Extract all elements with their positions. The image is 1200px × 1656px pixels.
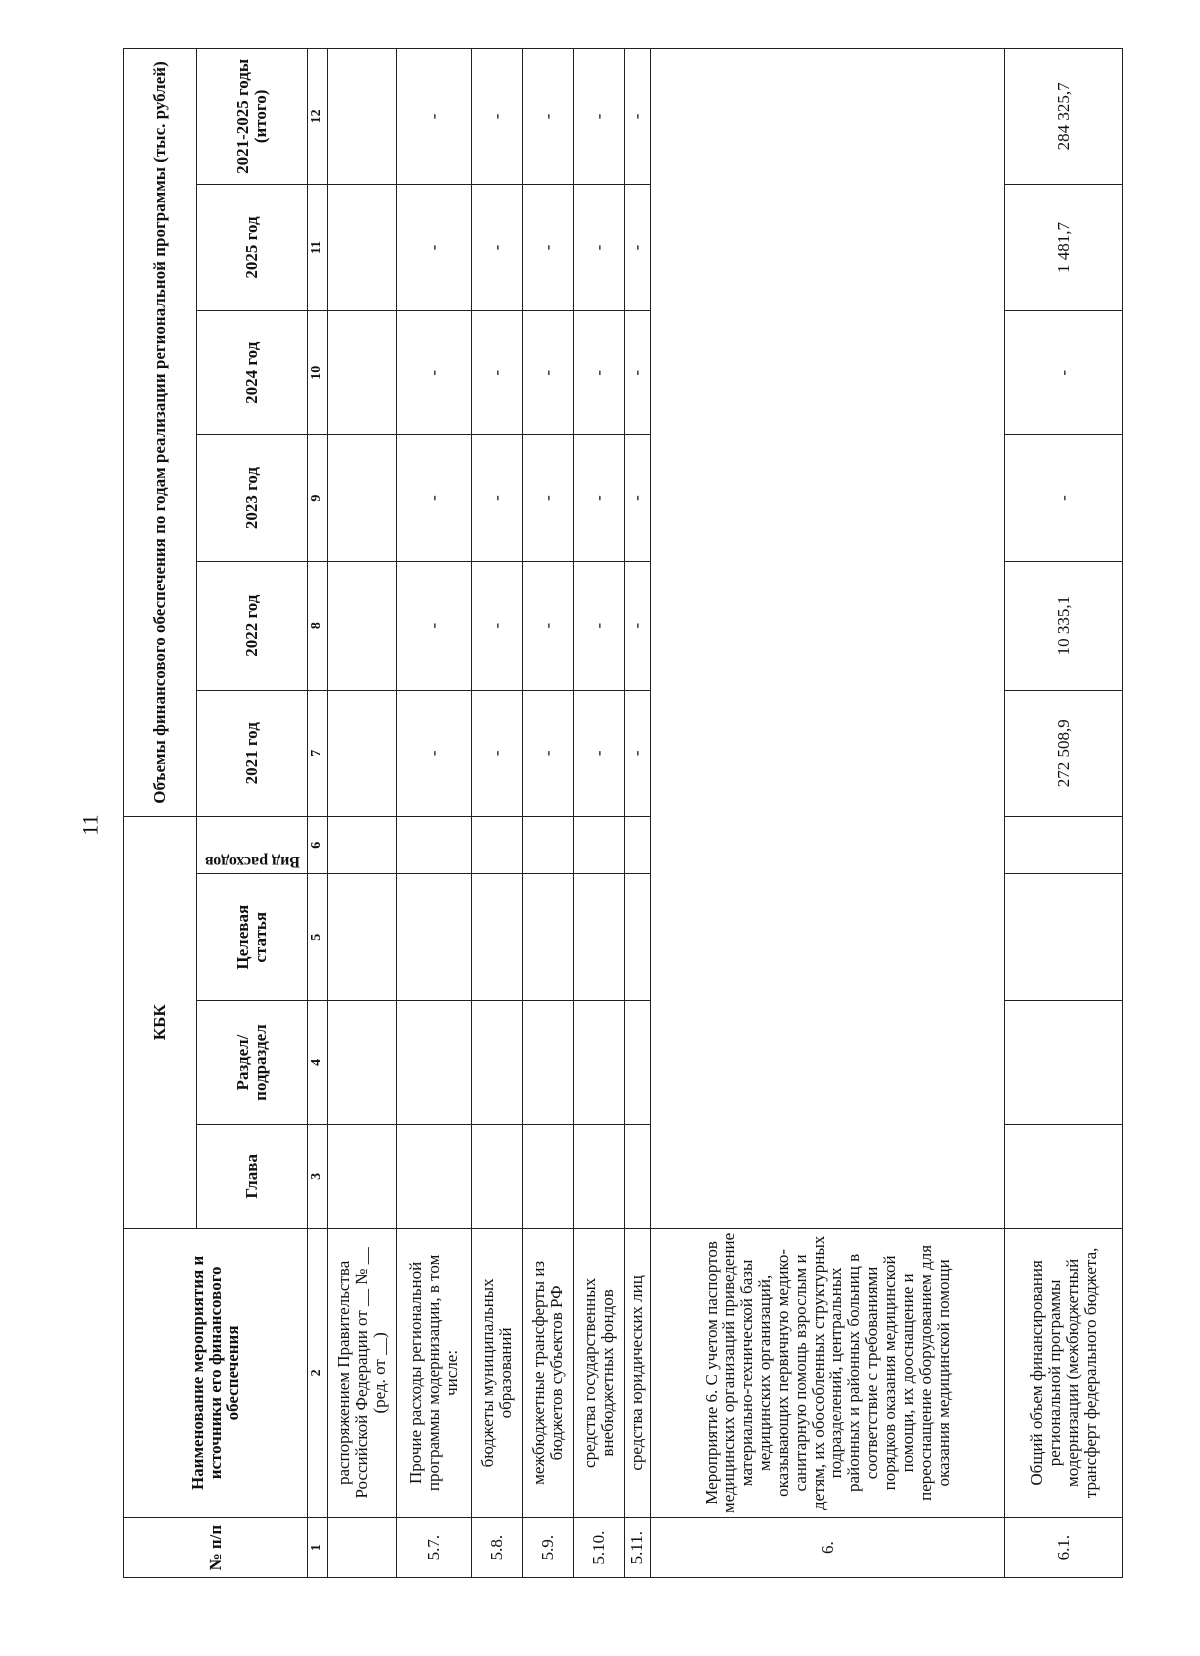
cell-2024: -: [472, 311, 523, 435]
cell-2024: -: [523, 311, 574, 435]
cell-2025: -: [472, 184, 523, 310]
rotated-table-frame: [123, 48, 1123, 1578]
colnum: 9: [308, 435, 328, 561]
cell-2022: 10 335,1: [1005, 561, 1123, 690]
header-kbk: КБК: [124, 817, 197, 1229]
header-vid: [197, 817, 308, 875]
cell-2022: -: [396, 561, 471, 690]
cell-2023: -: [396, 435, 471, 561]
cell-2023: -: [1005, 435, 1123, 561]
header-2021: 2021 год: [197, 690, 308, 816]
header-2025: 2025 год: [197, 184, 308, 310]
cell-2021: -: [625, 690, 650, 816]
cell-2024: -: [396, 311, 471, 435]
table-row: [523, 49, 574, 1578]
cell-total: -: [574, 49, 625, 185]
table-row: [650, 49, 1005, 1578]
cell-2024: [328, 311, 397, 435]
cell-total: -: [472, 49, 523, 185]
row-name: Прочие расходы региональной программы модернизации, в том числе:: [396, 1228, 471, 1518]
table-row: [396, 49, 471, 1578]
row-num: 5.9.: [523, 1518, 574, 1578]
cell-2022: -: [625, 561, 650, 690]
colnum: 6: [308, 817, 328, 875]
cell-2023: -: [523, 435, 574, 561]
cell-2025: -: [625, 184, 650, 310]
cell-2025: -: [574, 184, 625, 310]
cell-2022: -: [574, 561, 625, 690]
header-total: 2021-2025 годы (итого): [197, 49, 308, 185]
row-num: 5.11.: [625, 1518, 650, 1578]
colnum: 3: [308, 1125, 328, 1228]
cell-2021: -: [472, 690, 523, 816]
cell-2025: 1 481,7: [1005, 184, 1123, 310]
row-num: 6.: [650, 1518, 1005, 1578]
cell-2023: -: [625, 435, 650, 561]
table-row: [574, 49, 625, 1578]
colnum: 10: [308, 311, 328, 435]
row-num: 6.1.: [1005, 1518, 1123, 1578]
table-row: [328, 49, 397, 1578]
header-razdel: Раздел/ подраздел: [197, 1000, 308, 1124]
page-number: 11: [77, 814, 103, 836]
colnum: 2: [308, 1228, 328, 1518]
row-name: межбюджетные трансферты из бюджетов субъектов РФ: [523, 1228, 574, 1518]
cell-total: -: [625, 49, 650, 185]
header-2024: 2024 год: [197, 311, 308, 435]
row-name: средства юридических лиц: [625, 1228, 650, 1518]
cell-2024: -: [1005, 311, 1123, 435]
colnum: 1: [308, 1518, 328, 1578]
row-num: [328, 1518, 397, 1578]
row-num: 5.10.: [574, 1518, 625, 1578]
cell-2021: -: [523, 690, 574, 816]
cell-2023: [328, 435, 397, 561]
header-name: Наименование мероприятия и источники его финансового обеспечения: [124, 1228, 308, 1518]
cell-total: -: [396, 49, 471, 185]
row-name: распоряжением Правительства Российской Федерации от __ № __ (ред. от __): [328, 1228, 397, 1518]
colnum: 5: [308, 874, 328, 1000]
table-row: [472, 49, 523, 1578]
row-name: средства государственных внебюджетных фондов: [574, 1228, 625, 1518]
header-2022: 2022 год: [197, 561, 308, 690]
cell-2022: -: [523, 561, 574, 690]
cell-total: -: [523, 49, 574, 185]
cell-2023: -: [472, 435, 523, 561]
colnum: 11: [308, 184, 328, 310]
cell-2024: -: [574, 311, 625, 435]
colnum: 4: [308, 1000, 328, 1124]
cell-2022: [328, 561, 397, 690]
colnum: 12: [308, 49, 328, 185]
cell-2025: -: [396, 184, 471, 310]
row-6-merged-cell: [650, 49, 1005, 1229]
header-celevaya: Целевая статья: [197, 874, 308, 1000]
row-name: Мероприятие 6. С учетом паспортов медицинских организаций приведение материально-технической базы медицинских организаций, оказывающих первичную медико-санитарную помощь взрослым и детям, их обособленных структурных подразделений, центральных районных и районных больниц в соответствие с требованиями порядков оказания медицинской помощи, их дооснащение и переоснащение оборудованием для оказания медицинской помощи: [650, 1228, 1005, 1518]
row-num: 5.7.: [396, 1518, 471, 1578]
table-row: [625, 49, 650, 1578]
cell-total: 284 325,7: [1005, 49, 1123, 185]
cell-2022: -: [472, 561, 523, 690]
header-num: № п/п: [124, 1518, 308, 1578]
cell-2023: -: [574, 435, 625, 561]
table-row: [1005, 49, 1123, 1578]
cell-2024: -: [625, 311, 650, 435]
colnum: 8: [308, 561, 328, 690]
header-vid-text: Вид расходов: [204, 853, 300, 871]
cell-2021: 272 508,9: [1005, 690, 1123, 816]
header-2023: 2023 год: [197, 435, 308, 561]
cell-2021: -: [574, 690, 625, 816]
cell-2025: [328, 184, 397, 310]
cell-total: [328, 49, 397, 185]
row-num: 5.8.: [472, 1518, 523, 1578]
funding-table: [123, 48, 1123, 1578]
cell-2021: [328, 690, 397, 816]
header-funding: Объемы финансового обеспечения по годам реализации региональной программы (тыс. рублей): [124, 49, 197, 817]
row-name: Общий объем финансирования региональной программы модернизации (межбюджетный трансферт федерального бюджета,: [1005, 1228, 1123, 1518]
cell-2025: -: [523, 184, 574, 310]
colnum: 7: [308, 690, 328, 816]
cell-2021: -: [396, 690, 471, 816]
header-glava: Глава: [197, 1125, 308, 1228]
row-name: бюджеты муниципальных образований: [472, 1228, 523, 1518]
